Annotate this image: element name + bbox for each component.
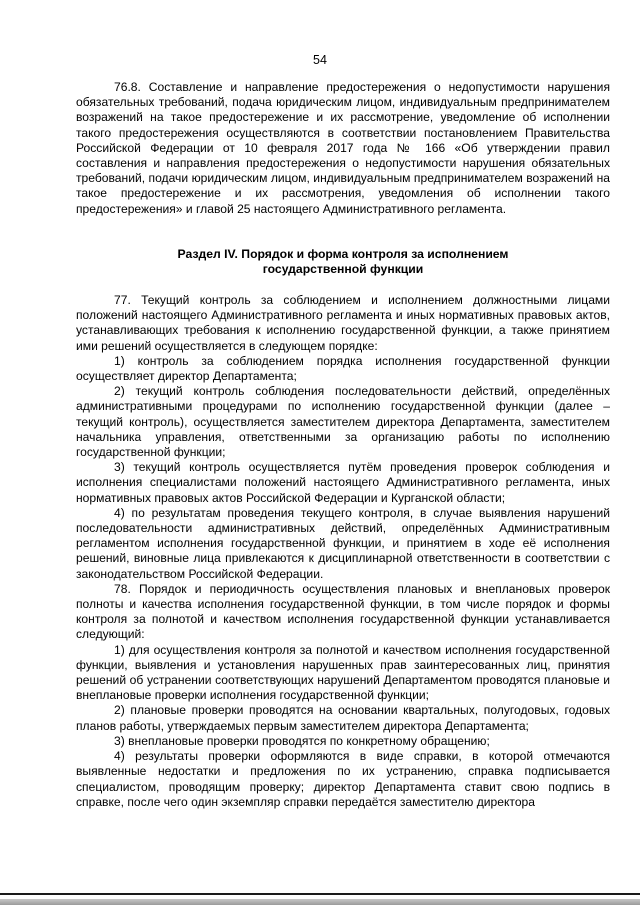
intro-paragraph-block: [76, 80, 610, 217]
list-item-78-2: 2) плановые проверки проводятся на основании квартальных, полугодовых, годовых планов работы, утверждаемых первым заместителем директора Департамента;: [76, 703, 610, 733]
list-item-78-1: 1) для осуществления контроля за полнотой и качеством исполнения государственной функции, выявления и установления нарушенных прав заинтересованных лиц, принятия решений об устранении соответствующих нарушений Департаментом проводятся плановые и внеплановые проверки исполнения государственной функции;: [76, 642, 610, 703]
section-heading: [76, 247, 610, 277]
list-item-77-3: 3) текущий контроль осуществляется путём проведения проверок соблюдения и исполнения специалистами положений настоящего Административного регламента, иных нормативных правовых актов Российской Федерации и Курганской области;: [76, 460, 610, 505]
paragraph-76-8: 76.8. Составление и направление предостережения о недопустимости нарушения обязательных требований, подача юридическим лицом, индивидуальным предпринимателем возражений на такое предостережение и их рассмотрение, уведомление об исполнении такого предостережения осуществляются в соответствии постановлением Правительства Российской Федерации от 10 февраля 2017 года № 166 «Об утверждении правил составления и направления предостережения о недопустимости нарушения обязательных требований, подачи юридическим лицом, индивидуальным предпринимателем возражений на такое предостережение и их рассмотрения, уведомления об исполнении такого предостережения» и главой 25 настоящего Административного регламента.: [76, 80, 610, 216]
section-heading-line-1: Раздел IV. Порядок и форма контроля за исполнением: [177, 247, 509, 261]
list-item-78-3: 3) внеплановые проверки проводятся по конкретному обращению;: [114, 733, 490, 748]
list-item-77-2: 2) текущий контроль соблюдения последовательности действий, определённых административными процедурами по исполнению государственной функции (далее – текущий контроль), осуществляется заместителем директора Департамента, заместителем начальника управления, ответственными за организацию работы по исполнению государственной функции;: [76, 384, 610, 460]
page-number: 54: [313, 53, 327, 67]
paragraph-77: 77. Текущий контроль за соблюдением и исполнением должностными лицами положений настоящего Административного регламента и иных нормативных правовых актов, устанавливающих требования к исполнению государственной функции, а также принятием ими решений осуществляется в следующем порядке:: [76, 293, 610, 353]
bottom-border-line: [0, 893, 640, 895]
list-item-77-4: 4) по результатам проведения текущего контроля, в случае выявления нарушений последовательности административных действий, определённых Административным регламентом исполнения государственной функции, и принятием в ходе её исполнения решений, виновные лица привлекаются к дисциплинарной ответственности в соответствии с законодательством Российской Федерации.: [76, 505, 610, 581]
paragraph-78: 78. Порядок и периодичность осуществления плановых и внеплановых проверок полноты и качества исполнения государственной функции, в том числе порядок и формы контроля за полнотой и качеством исполнения государственной функции устанавливается следующий:: [76, 581, 610, 642]
scan-bottom-edge: [0, 899, 640, 905]
list-item-77-1: 1) контроль за соблюдением порядка исполнения государственной функции осуществляет директор Департамента;: [76, 353, 610, 384]
section-body: [76, 293, 610, 810]
list-item-78-4: 4) результаты проверки оформляются в виде справки, в которой отмечаются выявленные недостатки и предложения по их устранению, справка подписывается специалистом, проводящим проверку; директор Департамента ставит свою подпись в справке, после чего один экземпляр справки передаётся заместителю директора: [76, 749, 610, 809]
section-heading-line-2: государственной функции: [262, 262, 424, 277]
